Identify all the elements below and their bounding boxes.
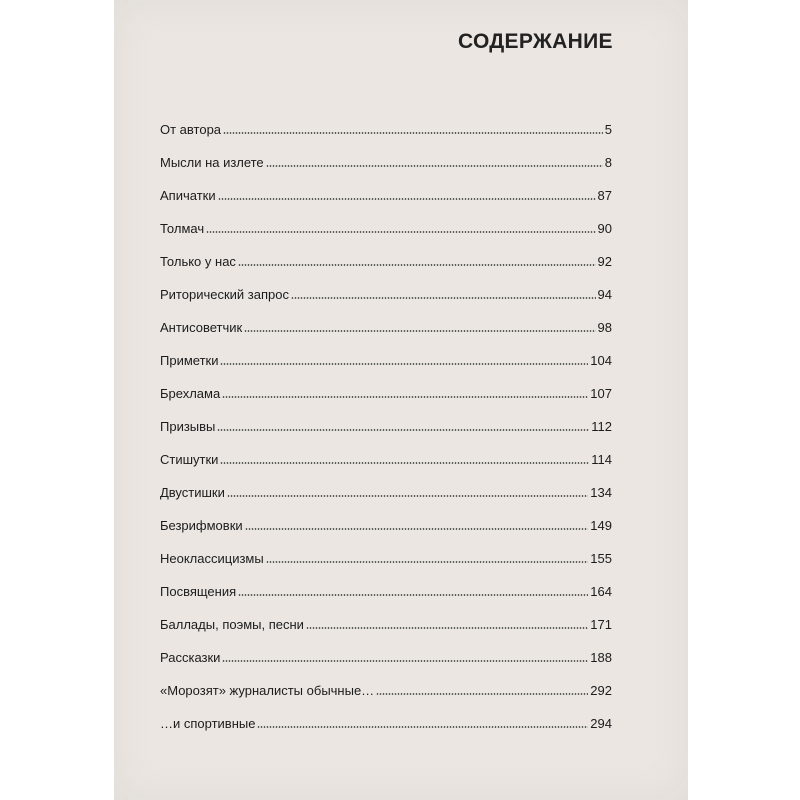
toc-entry [160,336,612,369]
toc-entry [160,600,612,633]
toc-entry [160,501,612,534]
toc-entry-label: Риторический запрос [160,287,289,302]
toc-entry-label: «Морозят» журналисты обычные… [160,683,375,698]
toc-entry [160,171,612,204]
toc-dot-leader [222,660,588,662]
toc-dot-leader [266,561,589,563]
toc-dot-leader [227,495,588,497]
toc-entry [160,402,612,435]
toc-entry [160,699,612,732]
toc-entry-page: 155 [590,551,612,566]
toc-entry [160,435,612,468]
toc-dot-leader [244,330,595,332]
toc-dot-leader [218,198,596,200]
toc-entry [160,633,612,666]
toc-entry-page: 87 [597,188,612,203]
toc-entry-page: 149 [590,518,612,533]
toc-dot-leader [206,231,595,233]
toc-dot-leader [245,528,589,530]
toc-entry-label: Толмач [160,221,205,236]
toc-entry-label: Антисоветчик [160,320,243,335]
toc-entry [160,303,612,336]
toc-entry-page: 292 [590,683,612,698]
toc-entry-page: 8 [604,155,612,170]
toc-entry-page: 5 [604,122,612,137]
toc-entry-label: Баллады, поэмы, песни [160,617,304,632]
toc-entry-label: Брехлама [160,386,221,401]
toc-dot-leader [222,396,588,398]
toc-entry-page: 294 [590,716,612,731]
toc-dot-leader [223,132,603,134]
toc-dot-leader [266,165,603,167]
toc-entry-page: 94 [597,287,612,302]
page-title: СОДЕРЖАНИЕ [458,30,613,53]
toc-entry [160,204,612,237]
toc-entry-label: Двустишки [160,485,225,500]
toc-dot-leader [220,462,589,464]
toc-dot-leader [291,297,596,299]
table-of-contents [160,105,612,732]
toc-entry [160,666,612,699]
toc-entry [160,468,612,501]
toc-dot-leader [238,264,596,266]
toc-entry-page: 112 [591,419,612,434]
toc-entry-label: От автора [160,122,222,137]
toc-dot-leader [238,594,588,596]
toc-dot-leader [217,429,589,431]
toc-entry-page: 114 [591,452,612,467]
toc-entry-page: 188 [590,650,612,665]
toc-entry [160,138,612,171]
toc-entry [160,270,612,303]
toc-entry-page: 134 [590,485,612,500]
toc-entry-label: Неоклассицизмы [160,551,264,566]
toc-entry-label: …и спортивные [160,716,256,731]
toc-entry [160,237,612,270]
toc-entry-page: 171 [590,617,612,632]
toc-dot-leader [257,726,588,728]
toc-entry [160,105,612,138]
toc-entry-label: Посвящения [160,584,237,599]
toc-entry-page: 92 [597,254,612,269]
toc-entry-page: 107 [590,386,612,401]
toc-entry [160,567,612,600]
toc-entry-page: 164 [590,584,612,599]
toc-dot-leader [306,627,588,629]
toc-entry-page: 104 [590,353,612,368]
toc-entry-label: Апичатки [160,188,216,203]
toc-entry-page: 90 [597,221,612,236]
toc-entry-label: Приметки [160,353,219,368]
toc-entry-label: Мысли на излете [160,155,264,170]
toc-entry-label: Стишутки [160,452,219,467]
toc-entry-label: Только у нас [160,254,236,269]
toc-dot-leader [220,363,588,365]
toc-entry-page: 98 [597,320,612,335]
toc-dot-leader [376,693,588,695]
toc-entry-label: Рассказки [160,650,221,665]
toc-entry-label: Призывы [160,419,216,434]
toc-entry [160,534,612,567]
toc-entry [160,369,612,402]
toc-entry-label: Безрифмовки [160,518,243,533]
